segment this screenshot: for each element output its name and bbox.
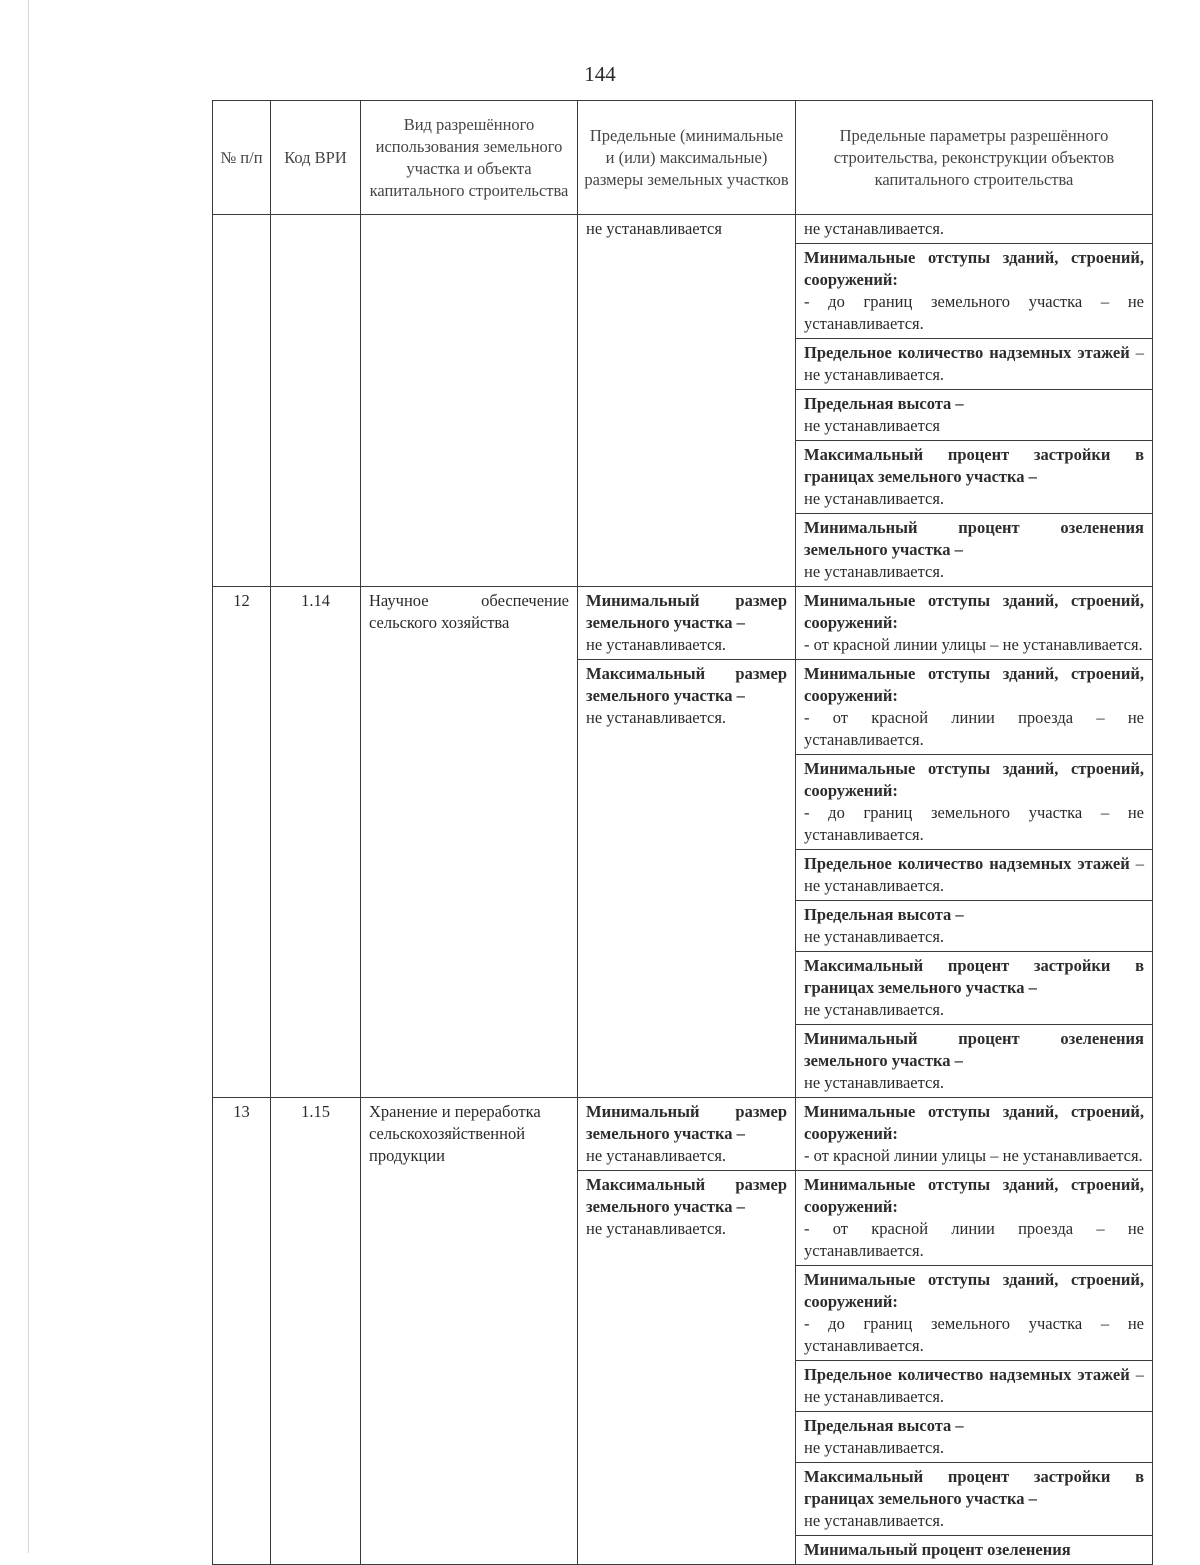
header-plot-sizes: Предельные (минимальные и (или) максимальные) размеры земельных участков <box>578 101 796 215</box>
param-cell: Предельная высота – не устанавливается <box>796 390 1152 441</box>
param-cell: Минимальные отступы зданий, строений, сооружений: - от красной линии проезда – не устанавливается. <box>796 1171 1152 1266</box>
continuation-code <box>271 215 361 587</box>
param-cell: Минимальные отступы зданий, строений, сооружений: - от красной линии улицы – не устанавливается. <box>796 587 1152 660</box>
row-params <box>796 1098 1153 1565</box>
continuation-params <box>796 215 1153 587</box>
table-header-row <box>213 101 1153 215</box>
regulations-table <box>212 100 1153 1565</box>
header-params: Предельные параметры разрешённого строительства, реконструкции объектов капитального строительства <box>796 101 1153 215</box>
param-cell: не устанавливается. <box>796 215 1152 244</box>
row-plot-sizes <box>578 1098 796 1565</box>
table-row-continuation <box>213 215 1153 587</box>
param-cell: Предельное количество надземных этажей – не устанавливается. <box>796 339 1152 390</box>
header-code: Код ВРИ <box>271 101 361 215</box>
param-cell: Предельное количество надземных этажей – не устанавливается. <box>796 1361 1152 1412</box>
table-row-12 <box>213 587 1153 1098</box>
param-cell: Минимальные отступы зданий, строений, сооружений: - от красной линии проезда – не устанавливается. <box>796 660 1152 755</box>
header-use-type: Вид разрешённого использования земельного участка и объекта капитального строительства <box>361 101 578 215</box>
row-use-type: Хранение и переработка сельскохозяйственной продукции <box>361 1098 578 1565</box>
row-no: 12 <box>213 587 271 1098</box>
scan-edge-line <box>28 0 29 1553</box>
param-cell: Максимальный процент застройки в границах земельного участка – не устанавливается. <box>796 952 1152 1025</box>
param-cell: Предельная высота – не устанавливается. <box>796 1412 1152 1463</box>
param-cell: Минимальные отступы зданий, строений, сооружений: - до границ земельного участка – не устанавливается. <box>796 755 1152 850</box>
plot-size-cell: Максимальный размер земельного участка – не устанавливается. <box>586 664 787 727</box>
param-cell: Минимальные отступы зданий, строений, сооружений: - до границ земельного участка – не устанавливается. <box>796 1266 1152 1361</box>
plot-size-cell: Максимальный размер земельного участка – не устанавливается. <box>586 1175 787 1238</box>
param-cell: Минимальные отступы зданий, строений, сооружений: - от красной линии улицы – не устанавливается. <box>796 1098 1152 1171</box>
plot-size-cell: Минимальный размер земельного участка – не устанавливается. <box>578 1098 795 1171</box>
row-plot-sizes <box>578 587 796 1098</box>
row-code: 1.14 <box>271 587 361 1098</box>
param-cell: Максимальный процент застройки в границах земельного участка – не устанавливается. <box>796 1463 1152 1536</box>
page-number: 144 <box>584 62 616 86</box>
param-cell: Минимальный процент озеленения земельного участка – не устанавливается. <box>804 1029 1144 1092</box>
header-no: № п/п <box>213 101 271 215</box>
row-no: 13 <box>213 1098 271 1565</box>
row-code: 1.15 <box>271 1098 361 1565</box>
param-cell: Минимальный процент озеленения <box>804 1540 1071 1559</box>
param-cell: Минимальные отступы зданий, строений, сооружений: - до границ земельного участка – не устанавливается. <box>796 244 1152 339</box>
param-cell: Предельное количество надземных этажей – не устанавливается. <box>796 850 1152 901</box>
row-use-type: Научное обеспечение сельского хозяйства <box>361 587 578 1098</box>
plot-size-cell: Минимальный размер земельного участка – не устанавливается. <box>578 587 795 660</box>
param-cell: Минимальный процент озеленения земельного участка – не устанавливается. <box>804 518 1144 581</box>
continuation-plot-size: не устанавливается <box>578 215 796 587</box>
table-row-13 <box>213 1098 1153 1565</box>
param-cell: Максимальный процент застройки в границах земельного участка – не устанавливается. <box>796 441 1152 514</box>
param-cell: Предельная высота – не устанавливается. <box>796 901 1152 952</box>
continuation-no <box>213 215 271 587</box>
continuation-use-type <box>361 215 578 587</box>
row-params <box>796 587 1153 1098</box>
